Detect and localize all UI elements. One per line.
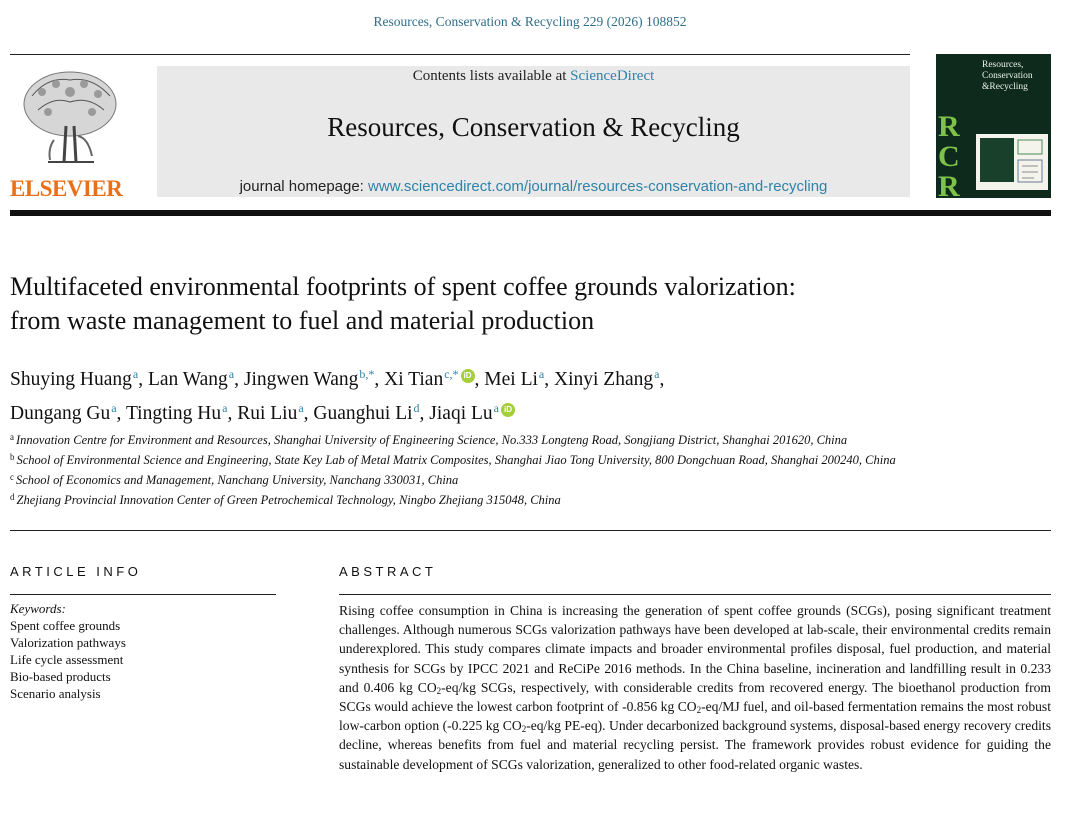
publisher-wordmark: ELSEVIER	[10, 176, 123, 201]
author-name[interactable]: Shuying Huang	[10, 369, 132, 390]
author-affiliation-mark[interactable]: c,*	[444, 367, 459, 381]
article-info-rule	[10, 594, 276, 595]
author-name[interactable]: Jiaqi Lu	[429, 403, 493, 424]
author-affiliation-mark[interactable]: b,*	[359, 367, 375, 381]
cover-graphic	[976, 134, 1048, 190]
keyword-item: Life cycle assessment	[10, 652, 124, 667]
homepage-prefix: journal homepage:	[239, 178, 364, 195]
elsevier-logo[interactable]	[10, 66, 128, 202]
author[interactable]	[244, 369, 375, 390]
affiliation	[10, 489, 910, 509]
author[interactable]	[10, 403, 117, 424]
author[interactable]	[313, 403, 419, 424]
abstract-segment: -eq/MJ fuel, and oil-based fermentation remains the most robust low-carbon option (-0.225 kg CO	[339, 699, 1051, 734]
keywords-label: Keywords:	[10, 601, 66, 616]
affiliation	[10, 469, 910, 489]
author-separator: ,	[303, 403, 314, 424]
cover-diagram-icon	[976, 134, 1048, 190]
abstract-heading: ABSTRACT	[339, 564, 437, 579]
author[interactable]	[384, 369, 474, 390]
author-list	[10, 360, 1050, 428]
author[interactable]	[237, 403, 303, 424]
author-affiliation-mark[interactable]: a	[228, 367, 235, 381]
author[interactable]	[126, 403, 228, 424]
abstract-text	[339, 601, 1051, 774]
affiliation-text: Innovation Centre for Environment and Resources, Shanghai University of Engineering Science, No.333 Longteng Road, Songjiang District, Shanghai 201620, China	[16, 433, 848, 447]
journal-title: Resources, Conservation & Recycling	[327, 112, 740, 142]
author-name[interactable]: Guanghui Li	[313, 403, 413, 424]
affiliation-key: d	[10, 492, 15, 502]
cover-title	[982, 60, 1048, 93]
cover-letters	[938, 112, 964, 198]
cover-letter: C	[938, 140, 960, 173]
cover-letter: R	[938, 170, 960, 198]
abstract-rule	[339, 594, 1051, 595]
elsevier-tree-icon	[18, 66, 122, 170]
article-info-heading: ARTICLE INFO	[10, 564, 142, 579]
author-affiliation-mark[interactable]: a	[654, 367, 660, 381]
affiliation-key: a	[10, 432, 14, 442]
abstract-subscript: 2	[696, 705, 702, 716]
author-name[interactable]: Xi Tian	[384, 369, 444, 390]
contents-line	[157, 68, 910, 85]
keyword-item: Valorization pathways	[10, 635, 126, 650]
affiliation-list	[10, 429, 910, 509]
author-separator: ,	[234, 369, 244, 390]
author-affiliation-mark[interactable]: a	[132, 367, 139, 381]
affiliation-key: c	[10, 472, 14, 482]
author-affiliation-mark[interactable]: a	[493, 401, 499, 415]
author-separator: ,	[374, 369, 385, 390]
header-thick-rule	[10, 210, 1051, 216]
header-rule	[10, 54, 910, 55]
contents-prefix: Contents lists available at	[412, 68, 567, 84]
cover-title-line: &Recycling	[982, 82, 1028, 92]
affiliation-text: Zhejiang Provincial Innovation Center of Green Petrochemical Technology, Ningbo Zhejiang 315048, China	[16, 493, 561, 507]
author[interactable]	[554, 369, 659, 390]
homepage-line	[157, 178, 910, 195]
author-affiliation-mark[interactable]: a	[538, 367, 545, 381]
author-affiliation-mark[interactable]: d	[413, 401, 420, 415]
author-name[interactable]: Jingwen Wang	[243, 369, 359, 390]
cover-title-line: Resources,	[982, 60, 1024, 70]
keywords-list	[10, 617, 276, 702]
orcid-icon[interactable]: iD	[501, 403, 515, 417]
sciencedirect-link[interactable]: ScienceDirect	[570, 68, 655, 84]
keyword-item: Scenario analysis	[10, 686, 101, 701]
keyword-item: Spent coffee grounds	[10, 618, 121, 633]
author[interactable]	[10, 369, 138, 390]
author-separator: ,	[138, 369, 148, 390]
author-separator: ,	[544, 369, 554, 390]
keyword-item: Bio-based products	[10, 669, 111, 684]
abstract-segment: -eq/kg SCGs, respectively, with considerable credits from recovered energy. The bioethanol production from SCGs would achieve the lowest carbon footprint of -0.856 kg CO	[339, 679, 1051, 715]
abstract-subscript: 2	[436, 685, 442, 696]
abstract-segment: Rising coffee consumption in China is increasing the generation of spent coffee grounds (SCGs), posing significant treatment challenges. Although numerous SCGs valorization pathways have been developed at lab-scale, their environmental credits remain underexplored. This study compares climate impacts and broader environmental profiles disposal, fuel production, and material synthesis for SCGs by IPCC 2021 and ReCiPe 2016 methods. In the China baseline, incineration and landfilling result in 0.233 and 0.406 kg CO	[339, 603, 1051, 695]
author-name[interactable]: Lan Wang	[147, 369, 228, 390]
journal-cover[interactable]	[936, 54, 1051, 198]
author-name[interactable]: Rui Liu	[237, 403, 298, 424]
author[interactable]	[148, 369, 234, 390]
author-affiliation-mark[interactable]: a	[111, 401, 117, 415]
cover-title-line: Conservation	[982, 71, 1033, 81]
abstract-segment: -eq/kg PE-eq). Under decarbonized background systems, disposal-based energy recovery credits decline, whereas benefits from fuel and material recycling persist. The framework provides robust evidence for guiding the sustainable development of SCGs valorization, generalized to other food-related organic wastes.	[339, 718, 1051, 772]
journal-citation[interactable]: Resources, Conservation & Recycling 229 (2026) 108852	[373, 14, 687, 29]
affiliation-text: School of Economics and Management, Nanchang University, Nanchang 330031, China	[16, 473, 459, 487]
author-separator: ,	[474, 369, 485, 390]
author-separator: ,	[227, 403, 238, 424]
article-title	[10, 270, 1050, 338]
author-name[interactable]: Mei Li	[484, 369, 538, 390]
author-name[interactable]: Tingting Hu	[125, 403, 222, 424]
author-separator: ,	[116, 403, 126, 424]
author-affiliation-mark[interactable]: a	[298, 401, 304, 415]
abstract-subscript: 2	[521, 724, 527, 735]
affiliation-text: School of Environmental Science and Engineering, State Key Lab of Metal Matrix Composites, Shanghai Jiao Tong University, 800 Dongchuan Road, Shanghai 200240, China	[16, 453, 896, 467]
cover-letters-text	[938, 112, 964, 198]
affiliation	[10, 449, 910, 469]
author-name[interactable]: Dungang Gu	[10, 403, 111, 424]
affiliation-key: b	[10, 452, 15, 462]
orcid-icon[interactable]: iD	[461, 369, 475, 383]
title-line-1: Multifaceted environmental footprints of spent coffee grounds valorization:	[10, 272, 796, 301]
author[interactable]	[484, 369, 544, 390]
cover-letter: R	[938, 110, 960, 143]
author-separator: ,	[659, 369, 665, 390]
author[interactable]	[429, 403, 515, 424]
journal-banner	[157, 66, 910, 197]
author-name[interactable]: Xinyi Zhang	[554, 369, 654, 390]
author-separator: ,	[419, 403, 430, 424]
author-affiliation-mark[interactable]: a	[222, 401, 228, 415]
homepage-link[interactable]: www.sciencedirect.com/journal/resources-conservation-and-recycling	[368, 178, 828, 195]
keywords-block	[10, 600, 276, 702]
section-rule	[10, 530, 1051, 531]
title-line-2: from waste management to fuel and material production	[10, 306, 595, 335]
affiliation	[10, 429, 910, 449]
